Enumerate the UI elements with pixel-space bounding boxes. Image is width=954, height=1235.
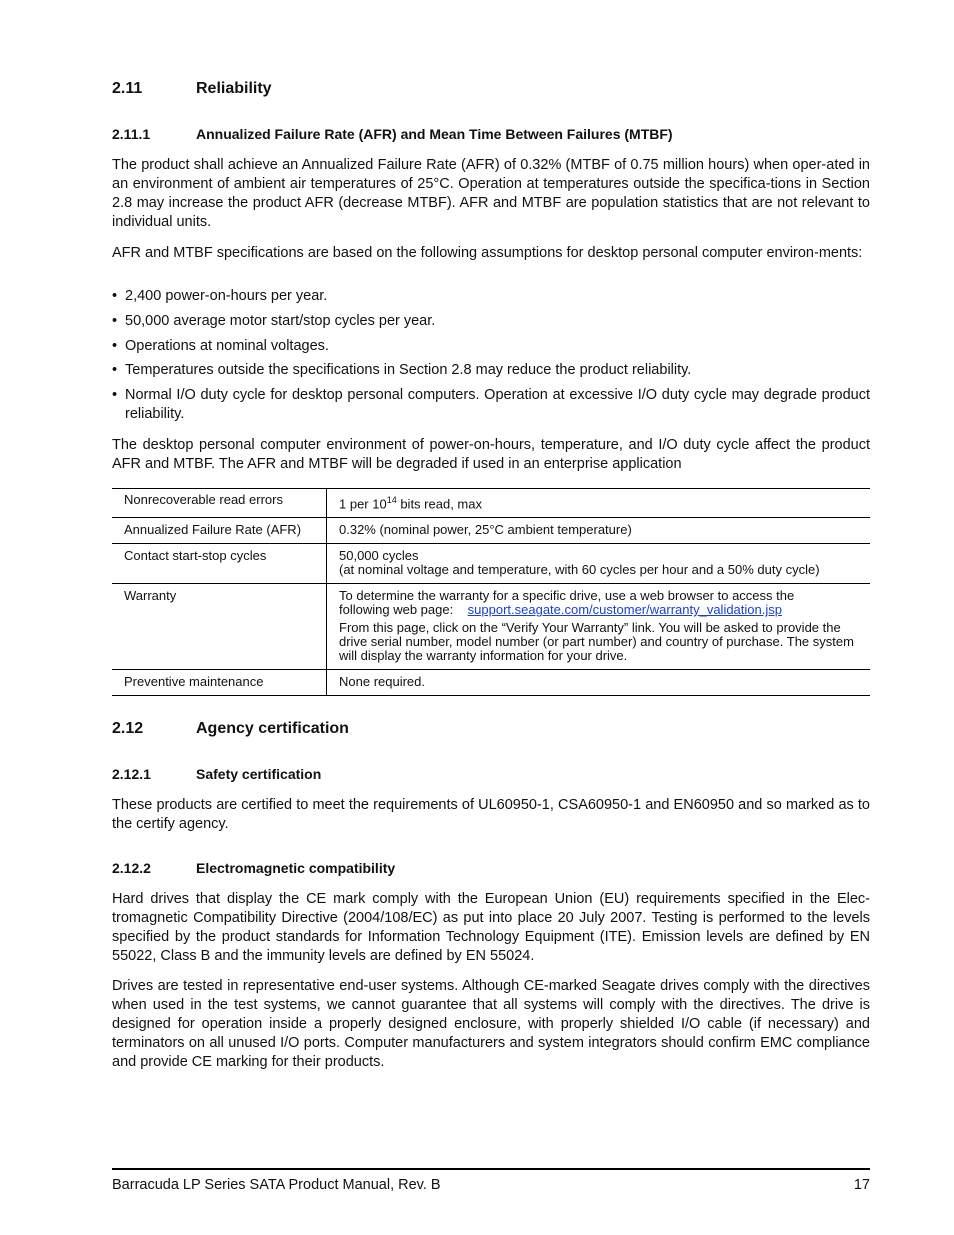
section-number: 2.11.1 [112, 126, 151, 142]
section-title: Safety certification [196, 766, 322, 782]
table-value: 0.32% (nominal power, 25°C ambient temperature) [327, 518, 871, 544]
list-item: • 2,400 power-on-hours per year. [112, 288, 328, 304]
table-value: 50,000 cycles (at nominal voltage and temperature, with 60 cycles per hour and a 50% duty cycle) [327, 544, 871, 584]
section-number: 2.12.1 [112, 766, 151, 782]
table-key: Nonrecoverable read errors [112, 489, 327, 518]
table-row [112, 670, 870, 696]
bullet-icon: • [112, 362, 118, 378]
bullet-icon: • [112, 313, 118, 329]
table-row [112, 584, 870, 670]
section-number: 2.11 [112, 80, 143, 97]
list-item: • 50,000 average motor start/stop cycles per year. [112, 313, 436, 329]
warranty-link[interactable]: support.seagate.com/customer/warranty_validation.jsp [467, 602, 782, 618]
table-key: Annualized Failure Rate (AFR) [112, 518, 327, 544]
section-title: Annualized Failure Rate (AFR) and Mean Time Between Failures (MTBF) [196, 126, 673, 142]
footer-title: Barracuda LP Series SATA Product Manual, Rev. B [112, 1177, 441, 1193]
section-title: Agency certification [196, 720, 349, 737]
table-row [112, 544, 870, 584]
section-heading-2-12-2 [112, 860, 395, 876]
paragraph-assumptions: AFR and MTBF specifications are based on the following assumptions for desktop personal computer environ-ments: [112, 245, 863, 261]
bullet-icon: • [112, 387, 118, 403]
table-row [112, 489, 870, 518]
table-value: To determine the warranty for a specific drive, use a web browser to access the following web page: support.seagate.com/customer/warranty_validation.jsp From this page, click on the “Verify Your Warranty” link. You will be asked to provide the drive serial number, model number (or part number) and country of purchase. The system will display the warranty information for your drive. [327, 584, 871, 670]
table-value: None required. [327, 670, 871, 696]
section-number: 2.12 [112, 720, 144, 737]
list-item: • Operations at nominal voltages. [112, 338, 329, 354]
table-row [112, 518, 870, 544]
table-key: Warranty [112, 584, 327, 670]
section-title: Reliability [196, 80, 272, 97]
paragraph-afr: The product shall achieve an Annualized Failure Rate (AFR) of 0.32% (MTBF of 0.75 million hours) when oper-ated in an environment of ambient air temperatures of 25°C. Operation at temperatures outside the specifica-tions in Section 2.8 may increase the product AFR (decrease MTBF). AFR and MTBF are population statistics that are not relevant to individual units. [112, 157, 870, 230]
list-item: • Temperatures outside the specifications in Section 2.8 may reduce the product reliability. [112, 362, 692, 378]
list-item: • Normal I/O duty cycle for desktop personal computers. Operation at excessive I/O duty cycle may degrade product reliability. [112, 387, 870, 422]
table-value: 1 per $10^{14}$ bits read, max [327, 489, 871, 518]
table-key: Contact start-stop cycles [112, 544, 327, 584]
footer-divider [112, 1168, 870, 1170]
section-heading-2-11 [112, 80, 272, 98]
section-heading-2-11-1 [112, 126, 673, 142]
section-heading-2-12 [112, 720, 349, 738]
page-number: 17 [853, 1177, 870, 1193]
section-title: Electromagnetic compatibility [196, 860, 396, 876]
table-key: Preventive maintenance [112, 670, 327, 696]
bullet-icon: • [112, 288, 118, 304]
section-heading-2-12-1 [112, 766, 321, 782]
section-number: 2.12.2 [112, 860, 151, 876]
bullet-icon: • [112, 338, 118, 354]
paragraph-safety: These products are certified to meet the requirements of UL60950-1, CSA60950-1 and EN60950 and so marked as to the certify agency. [112, 797, 870, 832]
paragraph-emc-ce: Hard drives that display the CE mark comply with the European Union (EU) requirements specified in the Elec-tromagnetic Compatibility Directive (2004/108/EC) as put into place 20 July 2007. Testing is performed to the levels specified by the product standards for Information Technology Equipment (ITE). Emission levels are defined by EN 55022, Class B and the immunity levels are defined by EN 55024. [112, 891, 870, 964]
reliability-spec-table [112, 488, 870, 696]
paragraph-emc-testing: Drives are tested in representative end-user systems. Although CE-marked Seagate drives comply with the directives when used in the test systems, we cannot guarantee that all systems will comply with the directives. The drive is designed for operation inside a properly designed enclosure, with properly shielded I/O cable (if necessary) and terminators on all unused I/O ports. Computer manufacturers and system integrators should confirm EMC compliance and provide CE marking for their products. [112, 978, 870, 1070]
paragraph-environment: The desktop personal computer environment of power-on-hours, temperature, and I/O duty cycle affect the product AFR and MTBF. The AFR and MTBF will be degraded if used in an enterprise application [112, 437, 870, 472]
